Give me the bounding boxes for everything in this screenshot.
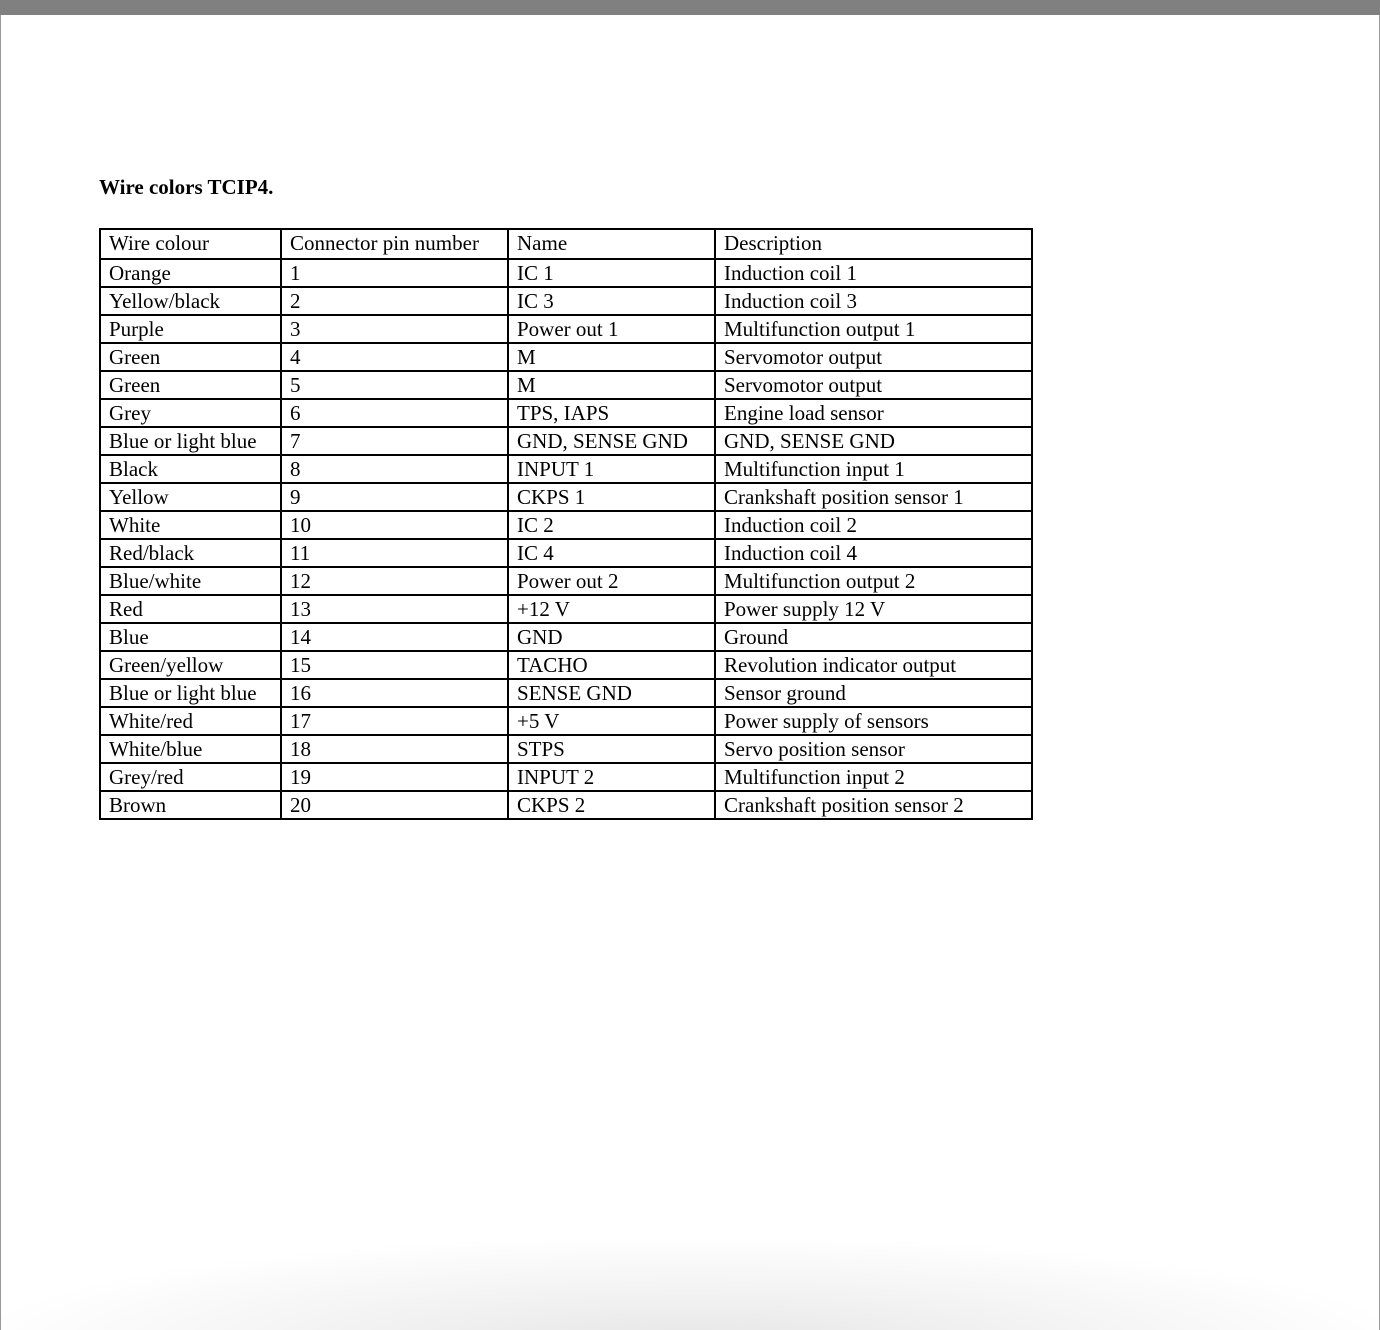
table-row [100, 371, 1032, 399]
table-row [100, 399, 1032, 427]
table-body [100, 259, 1032, 819]
table-row [100, 679, 1032, 707]
description-cell: Engine load sensor [715, 399, 1032, 427]
wire-colour-cell: Red [100, 595, 281, 623]
name-cell: Power out 2 [508, 567, 715, 595]
wire-colour-cell: Blue or light blue [100, 679, 281, 707]
document-page [0, 15, 1380, 1330]
pin-number-cell: 3 [281, 315, 508, 343]
wire-colour-cell: Yellow [100, 483, 281, 511]
wire-colour-cell: Blue [100, 623, 281, 651]
wire-colour-cell: Grey/red [100, 763, 281, 791]
wire-colors-table [99, 228, 1033, 820]
pin-number-cell: 15 [281, 651, 508, 679]
wire-colour-cell: Brown [100, 791, 281, 819]
pin-number-cell: 7 [281, 427, 508, 455]
description-cell: Crankshaft position sensor 1 [715, 483, 1032, 511]
table-row [100, 483, 1032, 511]
pin-number-cell: 18 [281, 735, 508, 763]
header-connector-pin-number: Connector pin number [281, 229, 508, 259]
wire-colour-cell: Green [100, 371, 281, 399]
description-cell: Sensor ground [715, 679, 1032, 707]
pin-number-cell: 16 [281, 679, 508, 707]
wire-colour-cell: Yellow/black [100, 287, 281, 315]
pin-number-cell: 12 [281, 567, 508, 595]
description-cell: Multifunction input 1 [715, 455, 1032, 483]
wire-colour-cell: White/blue [100, 735, 281, 763]
description-cell: Induction coil 2 [715, 511, 1032, 539]
description-cell: Revolution indicator output [715, 651, 1032, 679]
name-cell: IC 4 [508, 539, 715, 567]
table-row [100, 791, 1032, 819]
pin-number-cell: 10 [281, 511, 508, 539]
wire-colour-cell: Grey [100, 399, 281, 427]
description-cell: Ground [715, 623, 1032, 651]
wire-colour-cell: Black [100, 455, 281, 483]
description-cell: Power supply 12 V [715, 595, 1032, 623]
name-cell: INPUT 2 [508, 763, 715, 791]
name-cell: TACHO [508, 651, 715, 679]
pin-number-cell: 5 [281, 371, 508, 399]
header-wire-colour: Wire colour [100, 229, 281, 259]
table-row [100, 623, 1032, 651]
description-cell: Servo position sensor [715, 735, 1032, 763]
table-row [100, 595, 1032, 623]
description-cell: Induction coil 3 [715, 287, 1032, 315]
pin-number-cell: 2 [281, 287, 508, 315]
name-cell: M [508, 343, 715, 371]
table-row [100, 427, 1032, 455]
table-row [100, 315, 1032, 343]
wire-colour-cell: Red/black [100, 539, 281, 567]
description-cell: Servomotor output [715, 343, 1032, 371]
description-cell: Induction coil 4 [715, 539, 1032, 567]
table-row [100, 287, 1032, 315]
table-row [100, 259, 1032, 287]
name-cell: GND, SENSE GND [508, 427, 715, 455]
table-row [100, 567, 1032, 595]
description-cell: Multifunction output 1 [715, 315, 1032, 343]
name-cell: SENSE GND [508, 679, 715, 707]
table-row [100, 511, 1032, 539]
wire-colour-cell: White/red [100, 707, 281, 735]
viewer-top-bar [0, 0, 1380, 15]
pin-number-cell: 19 [281, 763, 508, 791]
pin-number-cell: 8 [281, 455, 508, 483]
name-cell: M [508, 371, 715, 399]
name-cell: INPUT 1 [508, 455, 715, 483]
description-cell: Power supply of sensors [715, 707, 1032, 735]
wire-colour-cell: Green [100, 343, 281, 371]
pin-number-cell: 9 [281, 483, 508, 511]
wire-colour-cell: White [100, 511, 281, 539]
table-row [100, 455, 1032, 483]
description-cell: Induction coil 1 [715, 259, 1032, 287]
pin-number-cell: 20 [281, 791, 508, 819]
wire-colour-cell: Purple [100, 315, 281, 343]
page-bottom-shadow [1, 1240, 1379, 1330]
description-cell: Multifunction input 2 [715, 763, 1032, 791]
pin-number-cell: 11 [281, 539, 508, 567]
name-cell: TPS, IAPS [508, 399, 715, 427]
name-cell: IC 3 [508, 287, 715, 315]
name-cell: +12 V [508, 595, 715, 623]
header-description: Description [715, 229, 1032, 259]
pin-number-cell: 17 [281, 707, 508, 735]
description-cell: Multifunction output 2 [715, 567, 1032, 595]
pin-number-cell: 4 [281, 343, 508, 371]
table-header-row [100, 229, 1032, 259]
table-row [100, 539, 1032, 567]
name-cell: STPS [508, 735, 715, 763]
name-cell: IC 1 [508, 259, 715, 287]
table-row [100, 707, 1032, 735]
document-title: Wire colors TCIP4. [99, 175, 274, 199]
wire-colour-cell: Blue or light blue [100, 427, 281, 455]
name-cell: +5 V [508, 707, 715, 735]
pin-number-cell: 1 [281, 259, 508, 287]
name-cell: IC 2 [508, 511, 715, 539]
table-row [100, 651, 1032, 679]
name-cell: Power out 1 [508, 315, 715, 343]
name-cell: GND [508, 623, 715, 651]
wire-colour-cell: Green/yellow [100, 651, 281, 679]
name-cell: CKPS 1 [508, 483, 715, 511]
table-row [100, 343, 1032, 371]
table-row [100, 763, 1032, 791]
description-cell: Servomotor output [715, 371, 1032, 399]
wire-colour-cell: Blue/white [100, 567, 281, 595]
name-cell: CKPS 2 [508, 791, 715, 819]
wire-colour-cell: Orange [100, 259, 281, 287]
header-name: Name [508, 229, 715, 259]
pin-number-cell: 6 [281, 399, 508, 427]
description-cell: Crankshaft position sensor 2 [715, 791, 1032, 819]
pin-number-cell: 13 [281, 595, 508, 623]
description-cell: GND, SENSE GND [715, 427, 1032, 455]
table-row [100, 735, 1032, 763]
pin-number-cell: 14 [281, 623, 508, 651]
